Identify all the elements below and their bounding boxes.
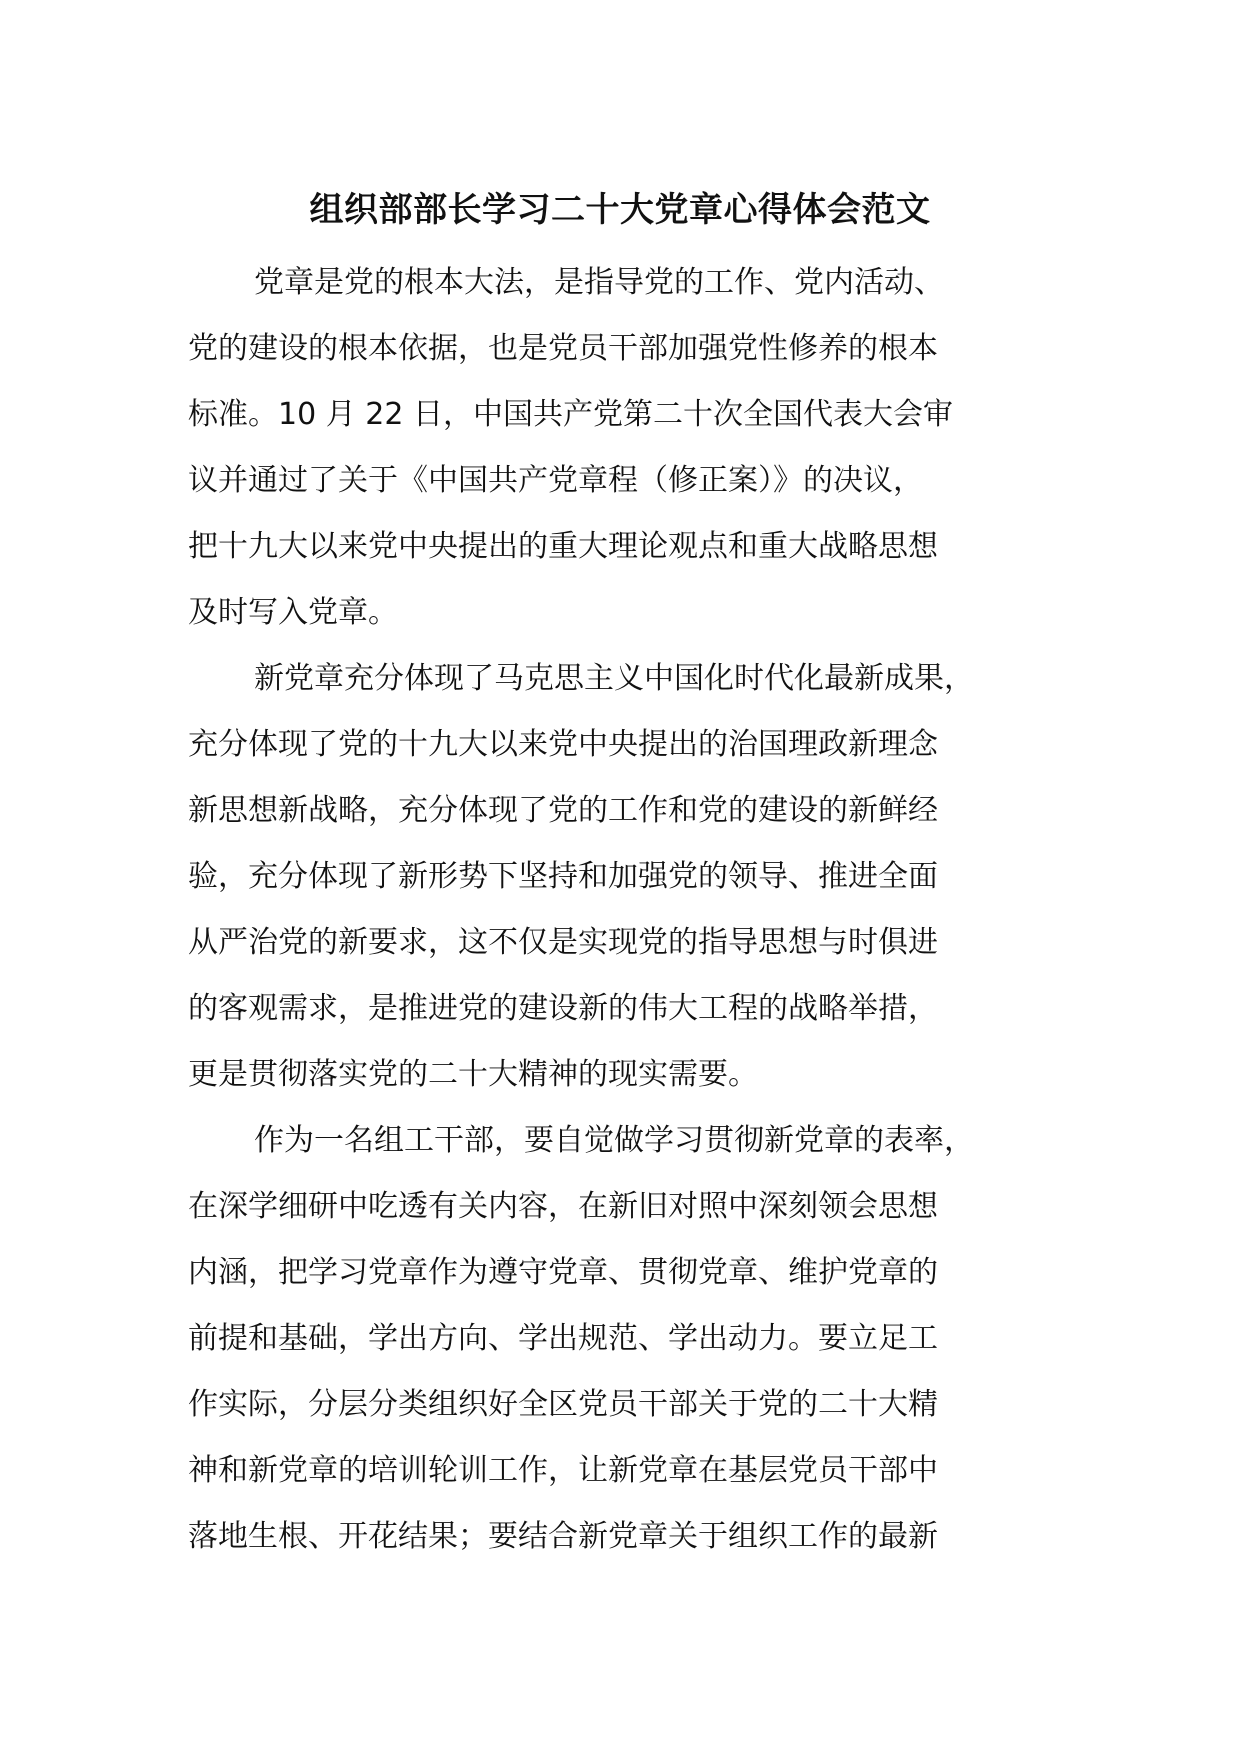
paragraph-line: 及时写入党章。 — [188, 595, 398, 630]
paragraph-line: 作实际，分层分类组织好全区党员干部关于党的二十大精 — [188, 1387, 938, 1422]
paragraph-line: 的客观需求，是推进党的建设新的伟大工程的战略举措， — [188, 991, 938, 1026]
paragraph-line: 在深学细研中吃透有关内容，在新旧对照中深刻领会思想 — [188, 1189, 938, 1224]
paragraph-1 — [188, 250, 1068, 646]
paragraph-line: 新党章充分体现了马克思主义中国化时代化最新成果， — [254, 661, 974, 696]
paragraph-line: 把十九大以来党中央提出的重大理论观点和重大战略思想 — [188, 529, 938, 564]
document-title: 组织部部长学习二十大党章心得体会范文 — [309, 190, 931, 230]
paragraph-line: 验，充分体现了新形势下坚持和加强党的领导、推进全面 — [188, 859, 938, 894]
paragraph-3 — [188, 1108, 1068, 1570]
paragraph-line: 标准。10 月 22 日，中国共产党第二十次全国代表大会审 — [188, 397, 953, 432]
paragraph-line: 充分体现了党的十九大以来党中央提出的治国理政新理念 — [188, 727, 938, 762]
paragraph-line: 党章是党的根本大法，是指导党的工作、党内活动、 — [254, 265, 944, 300]
document-body — [188, 250, 1068, 1570]
paragraph-line: 神和新党章的培训轮训工作，让新党章在基层党员干部中 — [188, 1453, 938, 1488]
paragraph-line: 新思想新战略，充分体现了党的工作和党的建设的新鲜经 — [188, 793, 938, 828]
paragraph-line: 内涵，把学习党章作为遵守党章、贯彻党章、维护党章的 — [188, 1255, 938, 1290]
paragraph-line: 前提和基础，学出方向、学出规范、学出动力。要立足工 — [188, 1321, 938, 1356]
paragraph-line: 作为一名组工干部，要自觉做学习贯彻新党章的表率， — [254, 1123, 974, 1158]
paragraph-line: 更是贯彻落实党的二十大精神的现实需要。 — [188, 1057, 758, 1092]
paragraph-line: 议并通过了关于《中国共产党章程（修正案）》的决议， — [188, 463, 923, 498]
paragraph-line: 党的建设的根本依据，也是党员干部加强党性修养的根本 — [188, 331, 938, 366]
paragraph-2 — [188, 646, 1068, 1108]
paragraph-line: 从严治党的新要求，这不仅是实现党的指导思想与时俱进 — [188, 925, 938, 960]
paragraph-line: 落地生根、开花结果；要结合新党章关于组织工作的最新 — [188, 1519, 938, 1554]
